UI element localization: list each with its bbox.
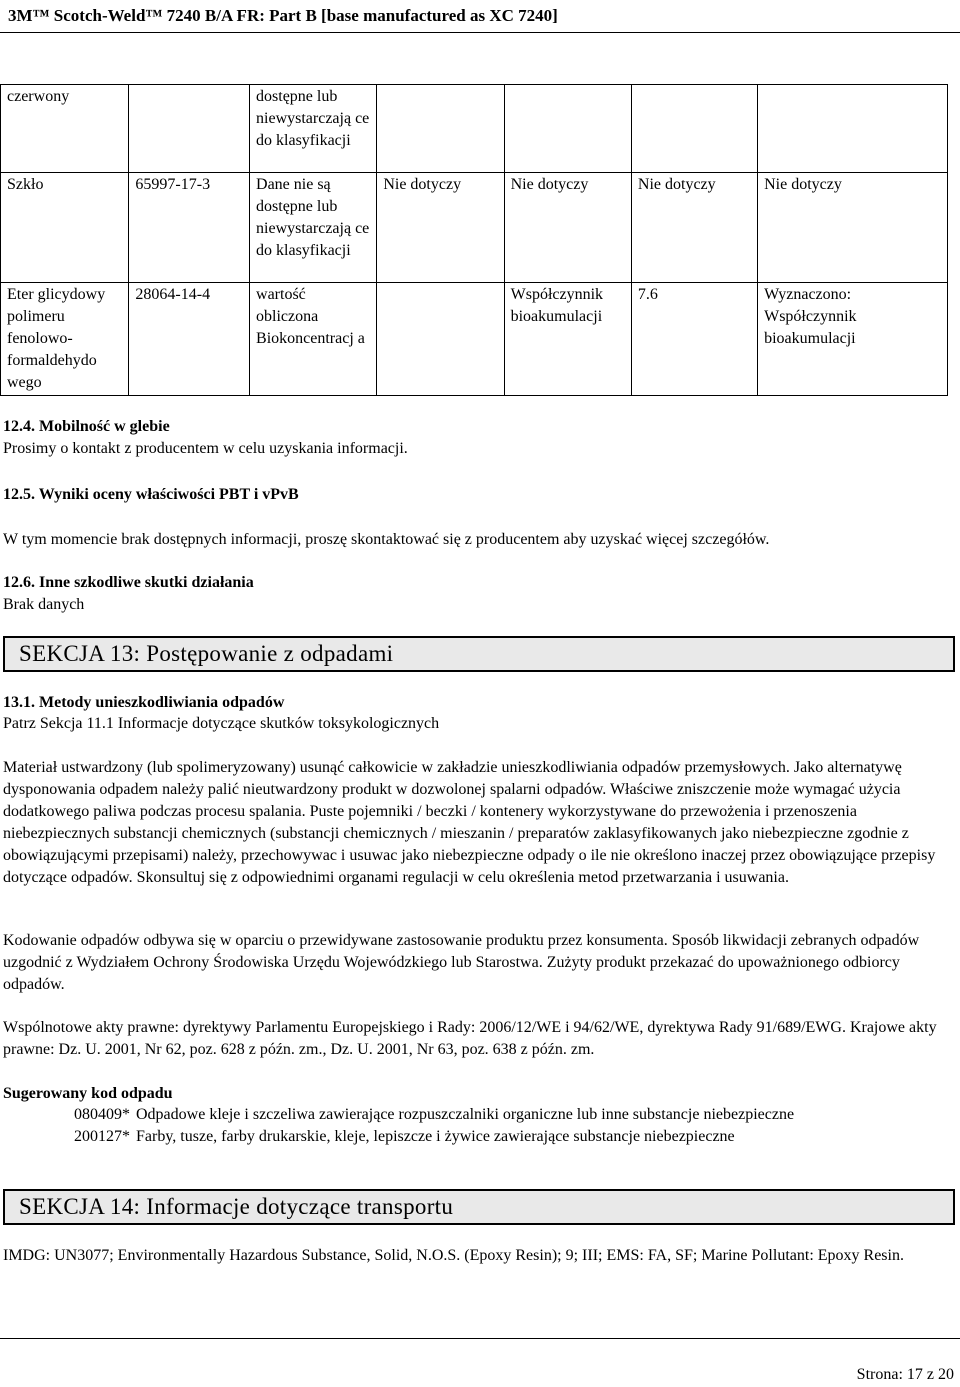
- table-cell: Eter glicydowy polimeru fenolowo-formaldehydo wego: [1, 283, 129, 396]
- section-14-heading: [3, 1189, 955, 1225]
- legal-acts-paragraph: Wspólnotowe akty prawne: dyrektywy Parlamentu Europejskiego i Rady: 2006/12/WE i 94/62/WE, dyrektywa Rady 91/689/EWG. Krajowe akty prawne: Dz. U. 2001, Nr 62, poz. 628 z późn. zm., Dz. U. 2001, Nr 63, poz. 638 z późn. zm.: [3, 1019, 937, 1058]
- table-cell: wartość obliczona Biokoncentracj a: [250, 283, 377, 396]
- header-divider: [0, 32, 960, 33]
- table-cell: [377, 85, 504, 173]
- waste-code: 080409*: [74, 1106, 130, 1123]
- page-number: Strona: 17 z 20: [856, 1366, 954, 1383]
- table-cell: [129, 85, 250, 173]
- section-12-4-text: Prosimy o kontakt z producentem w celu uzyskania informacji.: [3, 440, 408, 457]
- waste-code-title: Sugerowany kod odpadu: [3, 1085, 173, 1102]
- waste-code-list: [3, 1104, 943, 1148]
- table-cell: Nie dotyczy: [504, 173, 631, 283]
- transport-text: IMDG: UN3077; Environmentally Hazardous Substance, Solid, N.O.S. (Epoxy Resin); 9; III; EMS: FA, SF; Marine Pollutant: Epoxy Resin.: [3, 1247, 904, 1264]
- section-13-1-line: Patrz Sekcja 11.1 Informacje dotyczące skutków toksykologicznych: [3, 715, 440, 732]
- table-cell: Nie dotyczy: [758, 173, 948, 283]
- list-item: [3, 1104, 943, 1126]
- table-cell: [758, 85, 948, 173]
- disposal-paragraph: Materiał ustwardzony (lub spolimeryzowany) usunąć całkowicie w zakładzie unieszkodliwiania odpadów przemysłowych. Jako alternatywę dysponowania odpadem należy palić nieutwardzony produkt w dozwolonej spalarni odpadów. Właściwe zniszczenie może wymagać użycia dodatkowego paliwa podczas procesu spalania. Puste pojemniki / beczki / kontenery wykorzystywane do przewożenia i przenoszenia niebezpiecznych substancji chemicznych (substancji chemicznych / mieszanin / preparatów zaklasyfikowanych jako niebezpieczne zgodnie z obowiązującymi przepisami) należy, przechowywac i usuwac jako niebezpieczne odpady o ile nie określono inaczej przez obowiązujące przepisy dotyczące odpadów. Skonsultuj się z odpowiednimi organami regulacji w celu określenia metod przetwarzania i usuwania.: [3, 759, 936, 886]
- section-12-6-title: 12.6. Inne szkodliwe skutki działania: [3, 574, 254, 591]
- document-header-title: 3M™ Scotch-Weld™ 7240 B/A FR: Part B [base manufactured as XC 7240]: [8, 6, 558, 25]
- table-cell: Nie dotyczy: [631, 173, 757, 283]
- table-cell: Współczynnik bioakumulacji: [504, 283, 631, 396]
- table-cell: 65997-17-3: [129, 173, 250, 283]
- section-13-title: SEKCJA 13: Postępowanie z odpadami: [19, 641, 394, 666]
- section-13-1-title: 13.1. Metody unieszkodliwiania odpadów: [3, 694, 285, 711]
- table-cell: Szkło: [1, 173, 129, 283]
- table-row: [1, 85, 948, 173]
- table-cell: [504, 85, 631, 173]
- table-row: [1, 173, 948, 283]
- table-cell: Wyznaczono: Współczynnik bioakumulacji: [758, 283, 948, 396]
- section-12-4-title: 12.4. Mobilność w glebie: [3, 418, 170, 435]
- waste-coding-paragraph: Kodowanie odpadów odbywa się w oparciu o przewidywane zastosowanie produktu przez konsumenta. Sposób likwidacji zebranych odpadów uzgodnić z Wydziałem Ochrony Środowiska Urzędu Wojewódzkiego lub Starostwa. Zużyty produkt przekazać do upoważnionego odbiorcy odpadów.: [3, 932, 920, 993]
- table-cell: 28064-14-4: [129, 283, 250, 396]
- section-12-5-text: W tym momencie brak dostępnych informacji, proszę skontaktować się z producentem aby uzyskać więcej szczegółów.: [3, 531, 770, 548]
- table-cell: dostępne lub niewystarczają ce do klasyfikacji: [250, 85, 377, 173]
- waste-description: Farby, tusze, farby drukarskie, kleje, lepiszcze i żywice zawierające substancje niebezpieczne: [136, 1128, 735, 1145]
- waste-description: Odpadowe kleje i szczeliwa zawierające rozpuszczalniki organiczne lub inne substancje niebezpieczne: [136, 1106, 795, 1123]
- list-item: [3, 1126, 943, 1148]
- section-13-heading: [3, 636, 955, 672]
- footer-divider: [0, 1338, 960, 1339]
- section-14-title: SEKCJA 14: Informacje dotyczące transportu: [19, 1194, 454, 1219]
- table-row: [1, 283, 948, 396]
- waste-code: 200127*: [74, 1128, 130, 1145]
- section-12-5-title: 12.5. Wyniki oceny właściwości PBT i vPvB: [3, 486, 299, 503]
- table-cell: [631, 85, 757, 173]
- table-cell: Dane nie są dostępne lub niewystarczają ce do klasyfikacji: [250, 173, 377, 283]
- section-12-6-text: Brak danych: [3, 596, 85, 613]
- ecotox-table: [0, 84, 948, 396]
- table-cell: Nie dotyczy: [377, 173, 504, 283]
- table-cell: 7.6: [631, 283, 757, 396]
- table-cell: czerwony: [1, 85, 129, 173]
- table-cell: [377, 283, 504, 396]
